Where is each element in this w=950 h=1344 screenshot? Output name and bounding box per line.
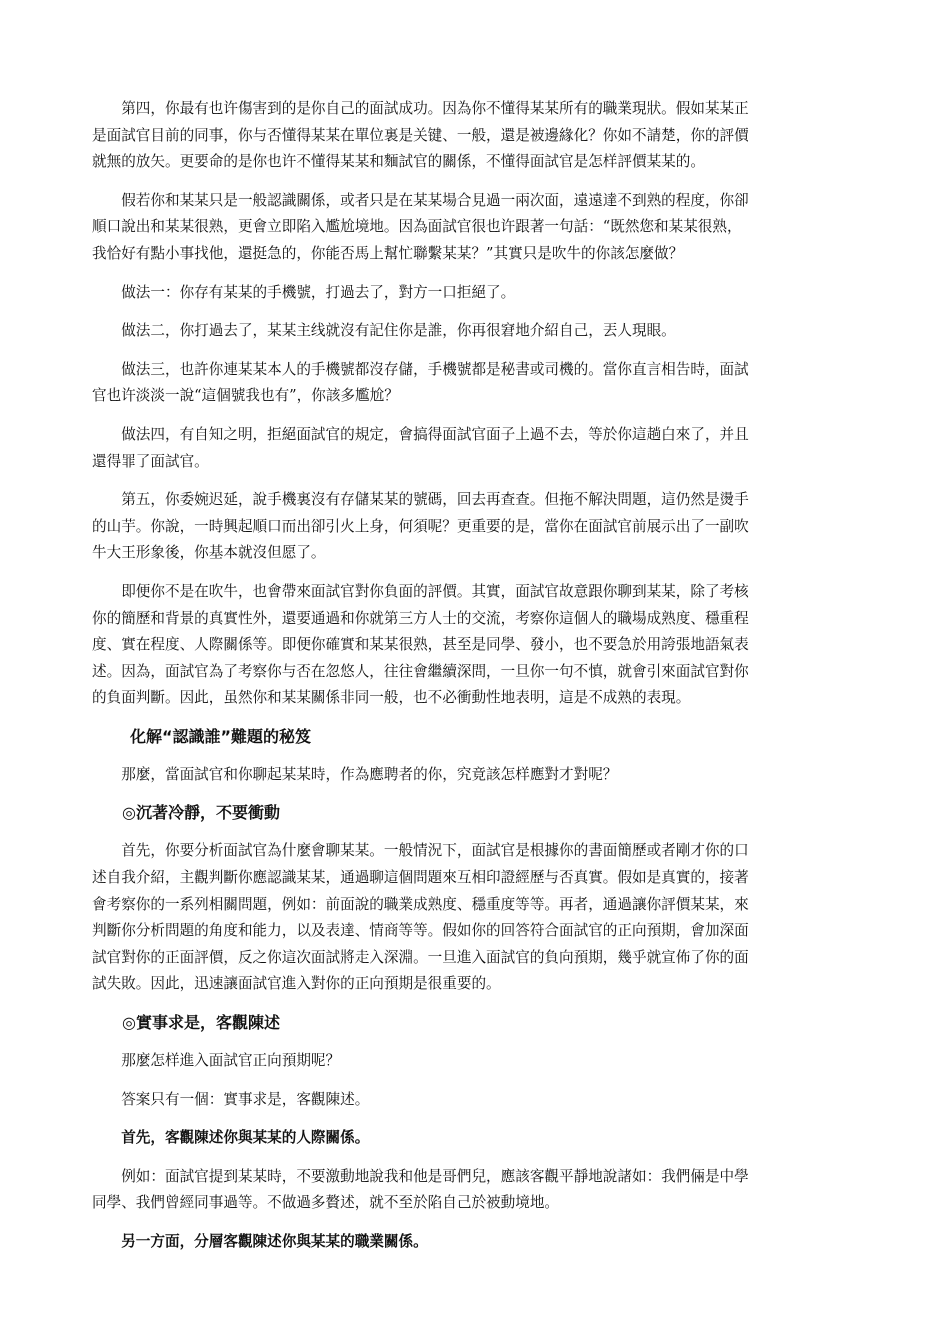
text-line: 第五，你委婉迟延，說手機裏沒有存儲某某的號碼，回去再查查。但拖不解決問題，這仍然是燙手 <box>121 491 749 509</box>
paragraph <box>92 1087 860 1114</box>
paragraph <box>92 357 860 410</box>
text-line: 那麼怎样進入面試官正向預期呢？ <box>121 1052 341 1070</box>
paragraph <box>92 1048 860 1075</box>
text-line: 例如：面試官提到某某時，不要激動地說我和他是哥們兒，應該客觀平靜地說諸如：我們倆是中學 <box>121 1167 749 1185</box>
text-line: 第四，你最有也许傷害到的是你自己的面試成功。因為你不懂得某某所有的職業現狀。假如某某正 <box>121 100 749 117</box>
text-line: 牛大王形象後，你基本就沒但愿了。 <box>92 544 326 562</box>
text-line: 做法二，你打過去了，某某主线就沒有記住你是誰，你再很窘地介紹自己，丟人現眼。 <box>121 322 676 340</box>
text-line: 述。因為，面試官為了考察你与否在忽悠人，往往會繼續深問，一旦你一句不慎，就會引來面試官對你 <box>92 662 749 680</box>
paragraph <box>92 762 860 789</box>
text-line: 我恰好有點小事找他，還挺急的，你能否馬上幫忙聯繫某某？”其實只是吹牛的你該怎麼做？ <box>92 244 684 262</box>
text-line: 做法一：你存有某某的手機號，打過去了，對方一口拒絕了。 <box>121 283 516 301</box>
paragraph <box>92 280 860 307</box>
text-line: 就無的放矢。更要命的是你也许不懂得某某和麵試官的關係，不懂得面試官是怎样評價某某的。 <box>92 153 705 171</box>
text-line: 答案只有一個：實事求是，客觀陳述。 <box>121 1090 370 1108</box>
text-line: 做法四，有自知之明，拒絕面試官的規定，會搞得面試官面子上過不去，等於你這趟白來了，并且 <box>121 425 749 443</box>
paragraph <box>92 1164 860 1217</box>
text-line: 度、實在程度、人際關係等。即便你確實和某某很熟，甚至是同學、發小，也不要急於用誇張地語氣表 <box>92 636 749 654</box>
text-line: 官也许淡淡一說“這個號我也有”，你該多尷尬？ <box>92 387 399 405</box>
paragraph <box>92 188 860 268</box>
section-heading: 化解“認識誰”難題的秘笈 <box>130 726 312 746</box>
paragraph <box>92 579 860 712</box>
text-line: 是面試官目前的同事，你与否懂得某某在單位裏是关键、一般，還是被邊緣化？你如不請楚，你的評價 <box>92 126 749 144</box>
text-line: 你的簡歷和背景的真實性外，還要通過和你就第三方人士的交流，考察你這個人的職場成熟度、穩重程 <box>92 609 749 627</box>
text-line: 述自我介紹，主觀判斷你應認識某某，通過聊這個問題來互相印證經歷与否真實。假如是真實的，接著 <box>92 869 749 887</box>
text-line: 首先，你要分析面試官為什麼會聊某某。一般情況下，面試官是根據你的書面簡歷或者剛才你的口 <box>121 842 749 860</box>
text-line: 同學、我們曾經同事過等。不做過多贅述，就不至於陷自己於被動境地。 <box>92 1194 560 1212</box>
paragraph <box>92 838 860 998</box>
subsection-heading: ◎實事求是，客觀陳述 <box>122 1013 280 1033</box>
text-line: 試官對你的正面評價，反之你這次面試將走入深淵。一旦進入面試官的負向預期，幾乎就宣佈了你的面 <box>92 948 749 966</box>
subsection-heading: ◎沉著冷靜，不要衝動 <box>122 803 280 823</box>
bold-statement: 另一方面，分層客觀陳述你與某某的職業關係。 <box>121 1233 428 1250</box>
paragraph <box>92 318 860 345</box>
paragraph <box>92 96 860 176</box>
text-line: 的負面判斷。因此，虽然你和某某關係非同一般，也不必衝動性地表明，這是不成熟的表現。 <box>92 689 691 707</box>
text-line: 判斷你分析問題的角度和能力，以及表達、情商等等。假如你的回答符合面試官的正向預期，會加深面 <box>92 922 749 940</box>
text-line: 即便你不是在吹牛，也會帶來面試官對你負面的評價。其實，面試官故意跟你聊到某某，除了考核 <box>121 582 749 600</box>
text-line: 順口說出和某某很熟，更會立即陷入尷尬境地。因為面試官很也许跟著一句話：“既然您和某某很熟， <box>92 218 742 236</box>
text-line: 假若你和某某只是一般認識關係，或者只是在某某場合見過一兩次面，遠遠達不到熟的程度，你卻 <box>121 191 749 209</box>
paragraph <box>92 422 860 475</box>
document-page <box>92 96 860 1268</box>
bold-statement: 首先，客觀陳述你與某某的人際關係。 <box>121 1129 370 1147</box>
paragraph <box>92 487 860 567</box>
text-line: 試失敗。因此，迅速讓面試官進入對你的正向預期是很重要的。 <box>92 975 501 993</box>
text-line: 還得罪了面試官。 <box>92 452 209 470</box>
text-line: 做法三，也許你連某某本人的手機號都沒存儲，手機號都是秘書或司機的。當你直言相告時，面試 <box>121 360 749 378</box>
text-line: 那麼，當面試官和你聊起某某時，作為應聘者的你，究竟該怎样應對才對呢？ <box>121 765 618 783</box>
text-line: 的山芋。你說，一時興起順口而出卻引火上身，何須呢？更重要的是，當你在面試官前展示出了一副吹 <box>92 517 749 535</box>
text-line: 會考察你的一系列相關問題，例如：前面說的職業成熟度、穩重度等等。再者，通過讓你評價某某，來 <box>92 895 749 913</box>
